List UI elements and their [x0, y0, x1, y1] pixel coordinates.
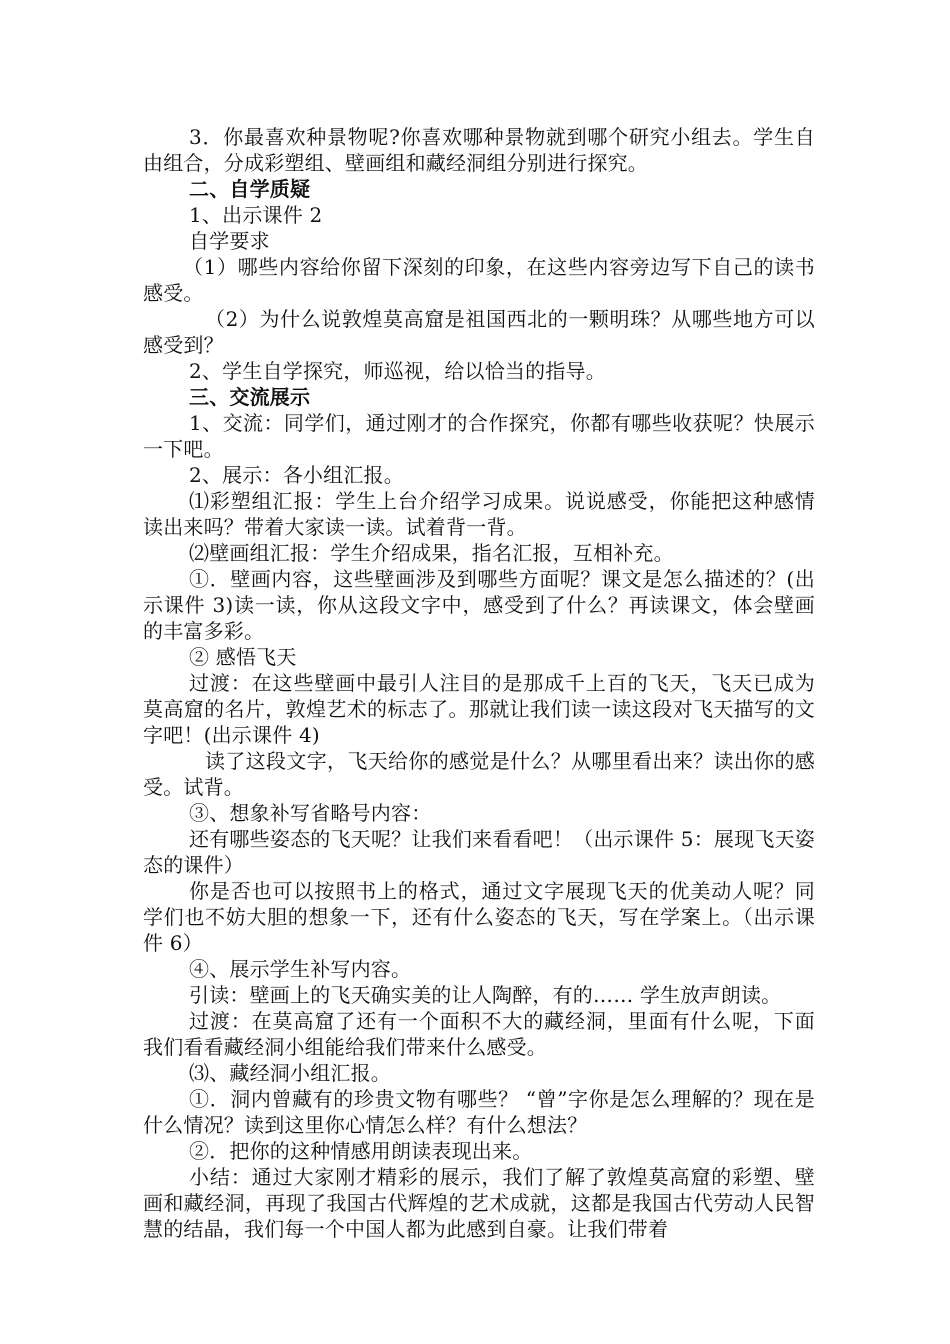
paragraph-20: ④、展示学生补写内容。 — [189, 957, 412, 981]
section-heading-2: 二、自学质疑 — [189, 177, 311, 201]
section-heading-3: 三、交流展示 — [189, 385, 311, 409]
paragraph-10: 2、展示：各小组汇报。 — [189, 463, 404, 487]
paragraph-21: 引读：壁画上的飞天确实美的让人陶醉，有的…… 学生放声朗读。 — [189, 983, 782, 1007]
paragraph-16: 读了这段文字，飞天给你的感觉是什么？从哪里看出来？读出你的感受。试背。 — [143, 749, 815, 799]
paragraph-18: 还有哪些姿态的飞天呢？让我们来看看吧！（出示课件 5：展现飞天姿态的课件） — [143, 827, 815, 877]
paragraph-15: 过渡：在这些壁画中最引人注目的是那成千上百的飞天，飞天已成为莫高窟的名片，敦煌艺术的标志了。那就让我们读一读这段对飞天描写的文字吧！(出示课件 4) — [143, 671, 815, 747]
paragraph-1: 3．你最喜欢种景物呢?你喜欢哪种景物就到哪个研究小组去。学生自由组合，分成彩塑组、壁画组和藏经洞组分别进行探究。 — [143, 125, 815, 175]
document-body — [143, 124, 815, 1242]
paragraph-11: ⑴彩塑组汇报：学生上台介绍学习成果。说说感受，你能把这种感情读出来吗？带着大家读一读。试着背一背。 — [143, 489, 815, 539]
paragraph-6: （2）为什么说敦煌莫高窟是祖国西北的一颗明珠？从哪些地方可以感受到？ — [143, 307, 815, 357]
paragraph-25: ②．把你的这种情感用朗读表现出来。 — [189, 1139, 533, 1163]
paragraph-24: ①．洞内曾藏有的珍贵文物有哪些？ “曾”字你是怎么理解的？现在是什么情况？读到这里你心情怎么样？有什么想法？ — [143, 1087, 815, 1137]
paragraph-12: ⑵壁画组汇报：学生介绍成果，指名汇报，互相补充。 — [189, 541, 674, 565]
paragraph-13: ①．壁画内容，这些壁画涉及到哪些方面呢？课文是怎么描述的？(出示课件 3)读一读，你从这段文字中，感受到了什么？再读课文，体会壁画的丰富多彩。 — [143, 567, 815, 643]
paragraph-17: ③、想象补写省略号内容： — [189, 801, 432, 825]
paragraph-22: 过渡：在莫高窟了还有一个面积不大的藏经洞，里面有什么呢，下面我们看看藏经洞小组能给我们带来什么感受。 — [143, 1009, 815, 1059]
paragraph-9: 1、交流：同学们，通过刚才的合作探究，你都有哪些收获呢？快展示一下吧。 — [143, 411, 815, 461]
paragraph-26: 小结：通过大家刚才精彩的展示，我们了解了敦煌莫高窟的彩塑、壁画和藏经洞，再现了我国古代辉煌的艺术成就，这都是我国古代劳动人民智慧的结晶，我们每一个中国人都为此感到自豪。让我们带着 — [143, 1165, 815, 1241]
paragraph-14: ② 感悟飞天 — [189, 645, 297, 669]
paragraph-23: ⑶、藏经洞小组汇报。 — [189, 1061, 391, 1085]
paragraph-7: 2、学生自学探究，师巡视，给以恰当的指导。 — [189, 359, 606, 383]
paragraph-3: 1、出示课件 2 — [189, 203, 323, 227]
paragraph-5: （1）哪些内容给你留下深刻的印象，在这些内容旁边写下自己的读书感受。 — [143, 255, 815, 305]
paragraph-4: 自学要求 — [189, 229, 270, 253]
paragraph-19: 你是否也可以按照书上的格式，通过文字展现飞天的优美动人呢？同学们也不妨大胆的想象一下，还有什么姿态的飞天，写在学案上。（出示课件 6） — [143, 879, 815, 955]
